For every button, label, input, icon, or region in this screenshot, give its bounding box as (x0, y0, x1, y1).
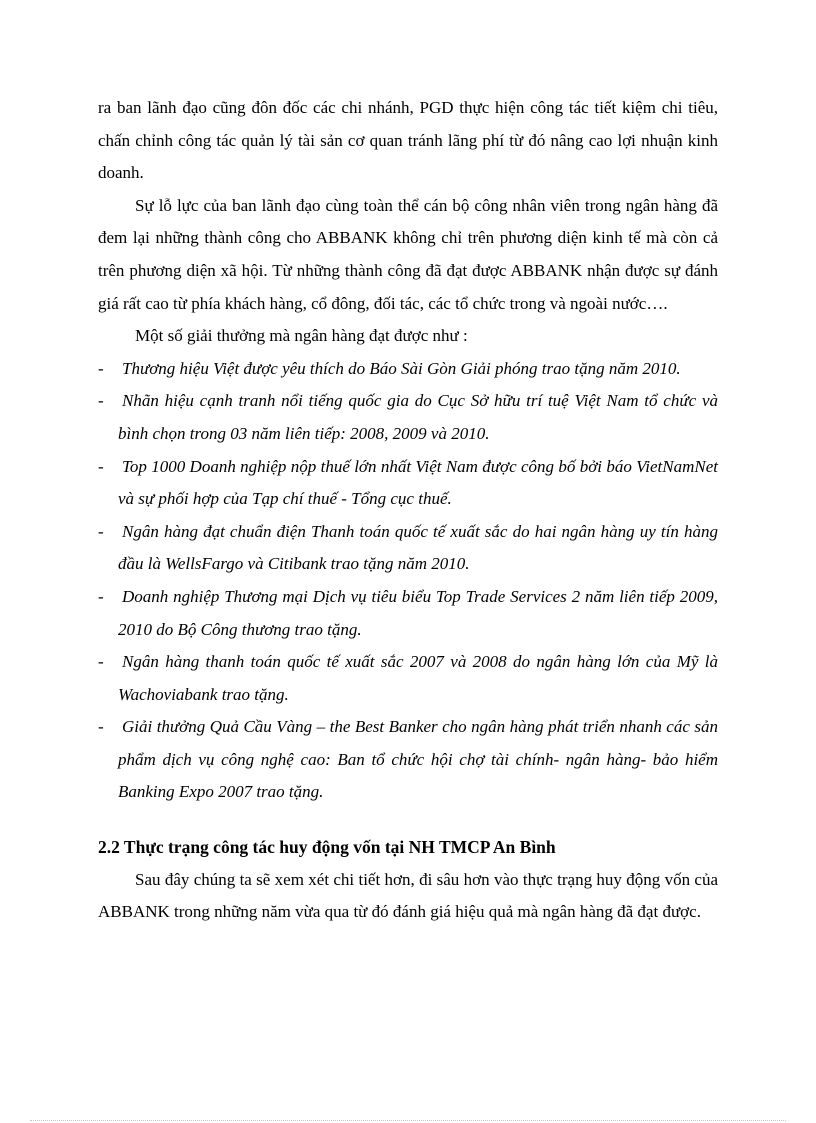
bullet-dash: - (98, 391, 104, 411)
award-item (98, 451, 718, 516)
paragraph-awards-intro: Một số giải thưởng mà ngân hàng đạt được như : (135, 326, 468, 346)
bullet-dash: - (98, 717, 104, 737)
award-text: Doanh nghiệp Thương mại Dịch vụ tiêu biểu Top Trade Services 2 năm liên tiếp 2009, 2010 do Bộ Công thương trao tặng. (118, 586, 718, 639)
paragraph-cost-saving: ra ban lãnh đạo cũng đôn đốc các chi nhánh, PGD thực hiện công tác tiết kiệm chi tiêu, chấn chỉnh công tác quản lý tài sản cơ quan tránh lãng phí từ đó nâng cao lợi nhuận kinh doanh. (98, 98, 718, 183)
award-item (98, 385, 718, 450)
document-page (98, 92, 718, 929)
paragraph-section-intro: Sau đây chúng ta sẽ xem xét chi tiết hơn, đi sâu hơn vào thực trạng huy động vốn của ABBANK trong những năm vừa qua từ đó đánh giá hiệu quả mà ngân hàng đã đạt được. (98, 869, 718, 922)
award-text: Ngân hàng thanh toán quốc tế xuất sắc 2007 và 2008 do ngân hàng lớn của Mỹ là Wachoviabank trao tặng. (118, 652, 718, 704)
page-bottom-rule (30, 1120, 786, 1121)
award-item (98, 646, 718, 711)
award-text: Ngân hàng đạt chuẩn điện Thanh toán quốc tế xuất sắc do hai ngân hàng uy tín hàng đầu là WellsFargo và Citibank trao tặng năm 2010. (118, 521, 718, 574)
award-text: Top 1000 Doanh nghiệp nộp thuế lớn nhất Việt Nam được công bố bởi báo VietNamNet và sự phối hợp của Tạp chí thuế - Tổng cục thuế. (118, 456, 718, 509)
award-item (98, 516, 718, 581)
bullet-dash: - (98, 358, 104, 378)
bullet-dash: - (98, 652, 104, 672)
bullet-dash: - (98, 521, 104, 541)
award-item (98, 581, 718, 646)
bullet-dash: - (98, 456, 104, 476)
paragraph-achievements: Sự lỗ lực của ban lãnh đạo cùng toàn thể cán bộ công nhân viên trong ngân hàng đã đem lại những thành công cho ABBANK không chỉ trên phương diện kinh tế mà còn cả trên phương diện xã hội. Từ những thành công đã đạt được ABBANK nhận được sự đánh giá rất cao từ phía khách hàng, cổ đông, đối tác, các tổ chức trong và ngoài nước…. (98, 195, 718, 313)
award-text: Nhãn hiệu cạnh tranh nổi tiếng quốc gia do Cục Sở hữu trí tuệ Việt Nam tổ chức và bình chọn trong 03 năm liên tiếp: 2008, 2009 và 2010. (118, 391, 718, 443)
awards-list (98, 353, 718, 809)
award-text: Giải thưởng Quả Cầu Vàng – the Best Banker cho ngân hàng phát triển nhanh các sản phẩm dịch vụ công nghệ cao: Ban tổ chức hội chợ tài chính- ngân hàng- bảo hiểm Banking Expo 2007 trao tặng. (118, 717, 718, 802)
bullet-dash: - (98, 586, 104, 606)
award-item (98, 711, 718, 809)
award-text: Thương hiệu Việt được yêu thích do Báo Sài Gòn Giải phóng trao tặng năm 2010. (122, 358, 681, 378)
section-heading: 2.2 Thực trạng công tác huy động vốn tại NH TMCP An Bình (98, 837, 556, 858)
award-item (98, 353, 718, 386)
